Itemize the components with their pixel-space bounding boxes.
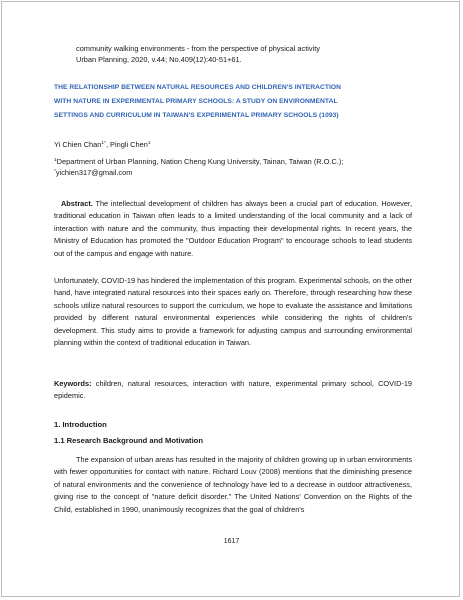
paper-title-line-2: WITH NATURE IN EXPERIMENTAL PRIMARY SCHOOLS: A STUDY ON ENVIRONMENTAL [54, 98, 338, 105]
author-affiliation-mark: 1* [101, 141, 106, 146]
abstract-text: The intellectual development of children has always been a crucial part of education. However, traditional education in Taiwan often leads to a limited understanding of the local community and a lack of interaction with nature and the community, thus impacting their developmental rights. In recent years, the Ministry of Education has promoted the "Outdoor Education Program" to encourage schools to lead students out of the campus and engage with nature. [54, 199, 412, 258]
email-mark: * [54, 169, 56, 174]
author-name: Pingli Chen [110, 140, 148, 149]
author-separator: , [105, 140, 111, 149]
author-affiliation-mark: 1 [147, 141, 151, 146]
keywords-paragraph [54, 378, 412, 403]
paper-title-line-3: SETTINGS AND CURRICULUM IN TAIWAN'S EXPERIMENTAL PRIMARY SCHOOLS (1093) [54, 112, 339, 119]
abstract-label: Abstract. [61, 199, 93, 208]
author-list [54, 140, 151, 150]
reference-line-2: Urban Planning, 2020, v.44; No.409(12):40-51+61. [76, 55, 242, 64]
affiliation-text: Department of Urban Planning, Nation Cheng Kung University, Tainan, Taiwan (R.O.C.); [56, 157, 344, 166]
intro-paragraph: The expansion of urban areas has resulted in the majority of children growing up in urban environments with fewer opportunities for contact with nature. Richard Louv (2008) mentions that the diminishing presence of natural environments and the convenience of technology have led to a decrease in outdoor attractiveness, giving rise to the concept of "nature deficit disorder." The United Nations' Convention on the Rights of the Child, established in 1990, unanimously recognizes that the goal of children's [54, 455, 412, 514]
contact-email [54, 168, 132, 178]
reference-line-1: community walking environments - from the perspective of physical activity [76, 44, 320, 53]
keywords-text: children, natural resources, interaction with nature, experimental primary school, COVID-19 epidemic. [54, 379, 412, 401]
page-number: 1617 [223, 538, 240, 545]
paper-title-line-1: THE RELATIONSHIP BETWEEN NATURAL RESOURCES AND CHILDREN'S INTERACTION [54, 84, 342, 91]
section-heading: 1. Introduction [54, 420, 107, 429]
affiliation [54, 157, 343, 167]
keywords-label: Keywords: [54, 379, 92, 388]
affiliation-mark: 1 [54, 158, 57, 163]
abstract-paragraph-2: Unfortunately, COVID-19 has hindered the implementation of this program. Experimental schools, on the other hand, have integrated natural resources into their spaces early on. Therefore, through researching how these schools utilize natural resources to support the curriculum, we hope to evaluate the assistance and limitations provided by different natural environmental experiences while considering the rights of children's development. This study aims to provide a framework for adjusting campus and surrounding environmental planning within the context of traditional education in Taiwan. [54, 276, 412, 348]
author-name: Yi Chien Chan [54, 140, 102, 149]
abstract-paragraph [54, 198, 412, 260]
email-text: yichien317@gmail.com [55, 168, 133, 177]
subsection-heading: 1.1 Research Background and Motivation [54, 436, 203, 445]
